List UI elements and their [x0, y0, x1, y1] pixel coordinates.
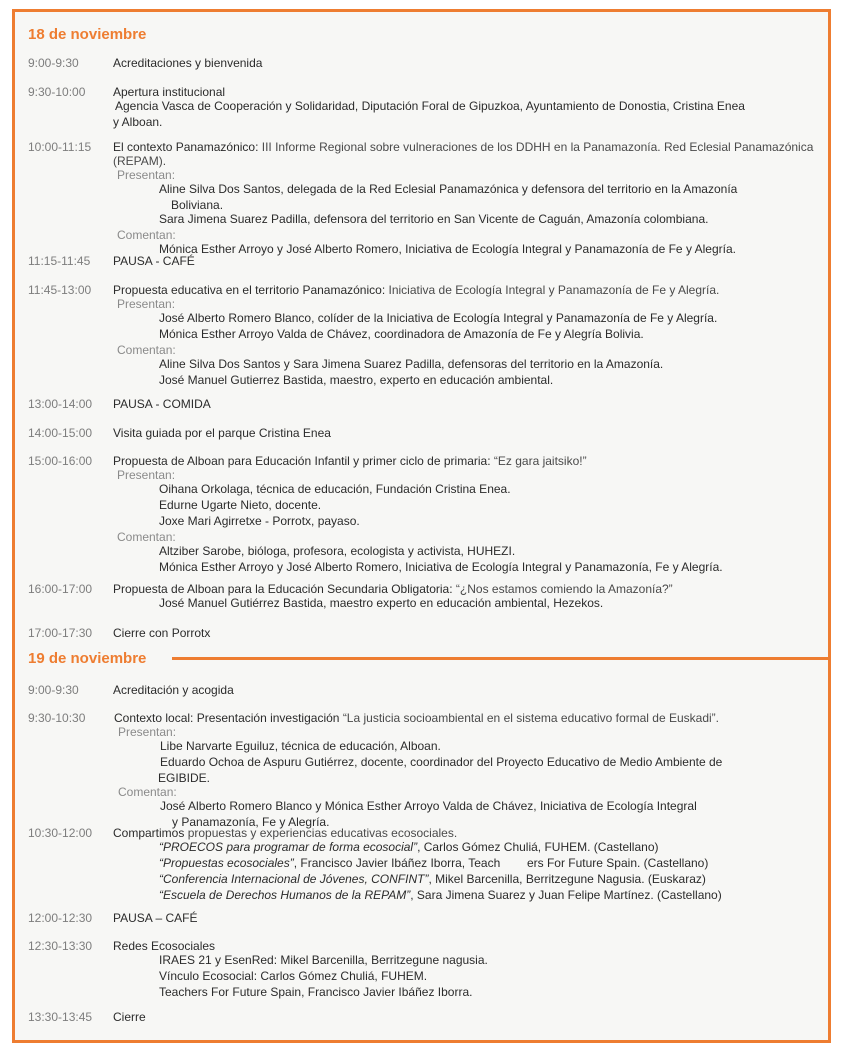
- time-slot: 12:00-12:30: [28, 911, 93, 925]
- session-title: PAUSA - CAFÉ: [113, 254, 195, 268]
- session-title: Acreditaciones y bienvenida: [113, 56, 263, 70]
- list-item: Libe Narvarte Eguiluz, técnica de educación, Alboan.: [160, 739, 441, 753]
- time-slot: 13:30-13:45: [28, 1010, 93, 1024]
- list-item: Mónica Esther Arroyo y José Alberto Romero, Iniciativa de Ecología Integral y Panamazonía de Fe y Alegría.: [159, 242, 736, 256]
- list-item: “Escuela de Derechos Humanos de la REPAM”, Sara Jimena Suarez y Juan Felipe Martínez. (Castellano): [159, 888, 722, 902]
- list-item: José Manuel Gutierrez Bastida, maestro, experto en educación ambiental.: [159, 373, 554, 387]
- day-divider: [172, 657, 828, 660]
- time-slot: 17:00-17:30: [28, 626, 93, 640]
- session-title: Compartimos propuestas y experiencias educativas ecosociales.: [113, 826, 458, 840]
- session-title: Redes Ecosociales: [113, 939, 216, 953]
- list-item: Sara Jimena Suarez Padilla, defensora del territorio en San Vicente de Caguán, Amazonía colombiana.: [159, 212, 709, 226]
- session-title: Cierre: [113, 1010, 146, 1024]
- time-slot: 11:15-11:45: [28, 254, 91, 268]
- time-slot: 10:00-11:15: [28, 140, 92, 154]
- list-item: “Propuestas ecosociales”, Francisco Javier Ibáñez Iborra, Teach ers For Future Spain. (Castellano): [159, 856, 709, 870]
- list-item: “PROECOS para programar de forma ecosocial”, Carlos Gómez Chuliá, FUHEM. (Castellano): [159, 840, 659, 854]
- list-item-cont: Boliviana.: [171, 198, 224, 212]
- time-slot: 11:45-13:00: [28, 283, 92, 297]
- time-slot: 10:30-12:00: [28, 826, 93, 840]
- time-slot: 9:00-9:30: [28, 56, 79, 70]
- list-item: Joxe Mari Agirretxe - Porrotx, payaso.: [159, 514, 360, 528]
- list-item: Mónica Esther Arroyo y José Alberto Romero, Iniciativa de Ecología Integral y Panamazonía, Fe y Alegría.: [159, 560, 723, 574]
- session-title: Contexto local: Presentación investigación “La justicia socioambiental en el sistema educativo formal de Euskadi”.: [114, 711, 719, 725]
- list-item: Vínculo Ecosocial: Carlos Gómez Chuliá, FUHEM.: [159, 969, 428, 983]
- list-item-cont: y Panamazonía, Fe y Alegría.: [172, 815, 330, 829]
- session-title: Apertura institucional: [113, 85, 226, 99]
- list-item: Eduardo Ochoa de Aspuru Gutiérrez, docente, coordinador del Proyecto Educativo de Medio Ambiente de: [160, 755, 723, 769]
- session-title: PAUSA – CAFÉ: [113, 911, 198, 925]
- commentators-label: Comentan:: [117, 343, 176, 357]
- presenters-label: Presentan:: [117, 168, 176, 182]
- list-item: Edurne Ugarte Nieto, docente.: [159, 498, 322, 512]
- day-title: 19 de noviembre: [28, 650, 147, 667]
- time-slot: 15:00-16:00: [28, 454, 93, 468]
- session-title: Propuesta de Alboan para Educación Infantil y primer ciclo de primaria: “Ez gara jaitsiko!”: [113, 454, 587, 468]
- list-item: Aline Silva Dos Santos, delegada de la Red Eclesial Panamazónica y defensora del territorio en la Amazonía: [159, 182, 738, 196]
- day-title: 18 de noviembre: [28, 26, 147, 43]
- list-item: IRAES 21 y EsenRed: Mikel Barcenilla, Berritzegune nagusia.: [159, 953, 488, 967]
- session-title: El contexto Panamazónico: III Informe Regional sobre vulneraciones de los DDHH en la Panamazonía. Red Eclesial Panamazónica (REPAM).: [113, 140, 814, 168]
- list-item-cont: EGIBIDE.: [158, 771, 211, 785]
- program-frame: [12, 9, 831, 1043]
- session-title: PAUSA - COMIDA: [113, 397, 211, 411]
- list-item: José Alberto Romero Blanco y Mónica Esther Arroyo Valda de Chávez, Iniciativa de Ecología Integral: [160, 799, 697, 813]
- session-title: Acreditación y acogida: [113, 683, 234, 697]
- time-slot: 14:00-15:00: [28, 426, 93, 440]
- list-item: “Conferencia Internacional de Jóvenes, CONFINT”, Mikel Barcenilla, Berritzegune Nagusia. (Euskaraz): [159, 872, 706, 886]
- list-item: Aline Silva Dos Santos y Sara Jimena Suarez Padilla, defensoras del territorio en la Amazonía.: [159, 357, 664, 371]
- list-item: Oihana Orkolaga, técnica de educación, Fundación Cristina Enea.: [159, 482, 511, 496]
- time-slot: 9:30-10:00: [28, 85, 86, 99]
- commentators-label: Comentan:: [117, 530, 176, 544]
- list-item-cont: y Alboan.: [113, 115, 163, 129]
- list-item: José Alberto Romero Blanco, colíder de la Iniciativa de Ecología Integral y Panamazonía de Fe y Alegría.: [159, 311, 718, 325]
- time-slot: 13:00-14:00: [28, 397, 93, 411]
- presenters-label: Presentan:: [118, 725, 177, 739]
- time-slot: 9:00-9:30: [28, 683, 79, 697]
- commentators-label: Comentan:: [118, 785, 177, 799]
- session-title: Propuesta de Alboan para la Educación Secundaria Obligatoria: “¿Nos estamos comiendo la Amazonía?”: [113, 582, 673, 596]
- list-item: Agencia Vasca de Cooperación y Solidaridad, Diputación Foral de Gipuzkoa, Ayuntamiento de Donostia, Cristina Enea: [115, 99, 745, 113]
- time-slot: 16:00-17:00: [28, 582, 93, 596]
- list-item: José Manuel Gutiérrez Bastida, maestro experto en educación ambiental, Hezekos.: [159, 596, 604, 610]
- presenters-label: Presentan:: [117, 468, 176, 482]
- session-title: Propuesta educativa en el territorio Panamazónico: Iniciativa de Ecología Integral y Panamazonía de Fe y Alegría.: [113, 283, 720, 297]
- session-title: Cierre con Porrotx: [113, 626, 211, 640]
- list-item: Altziber Sarobe, bióloga, profesora, ecologista y activista, HUHEZI.: [159, 544, 516, 558]
- time-slot: 9:30-10:30: [28, 711, 86, 725]
- list-item: Teachers For Future Spain, Francisco Javier Ibáñez Iborra.: [159, 985, 473, 999]
- list-item: Mónica Esther Arroyo Valda de Chávez, coordinadora de Amazonía de Fe y Alegría Bolivia.: [159, 327, 644, 341]
- presenters-label: Presentan:: [117, 297, 176, 311]
- time-slot: 12:30-13:30: [28, 939, 93, 953]
- session-title: Visita guiada por el parque Cristina Enea: [113, 426, 331, 440]
- commentators-label: Comentan:: [117, 228, 176, 242]
